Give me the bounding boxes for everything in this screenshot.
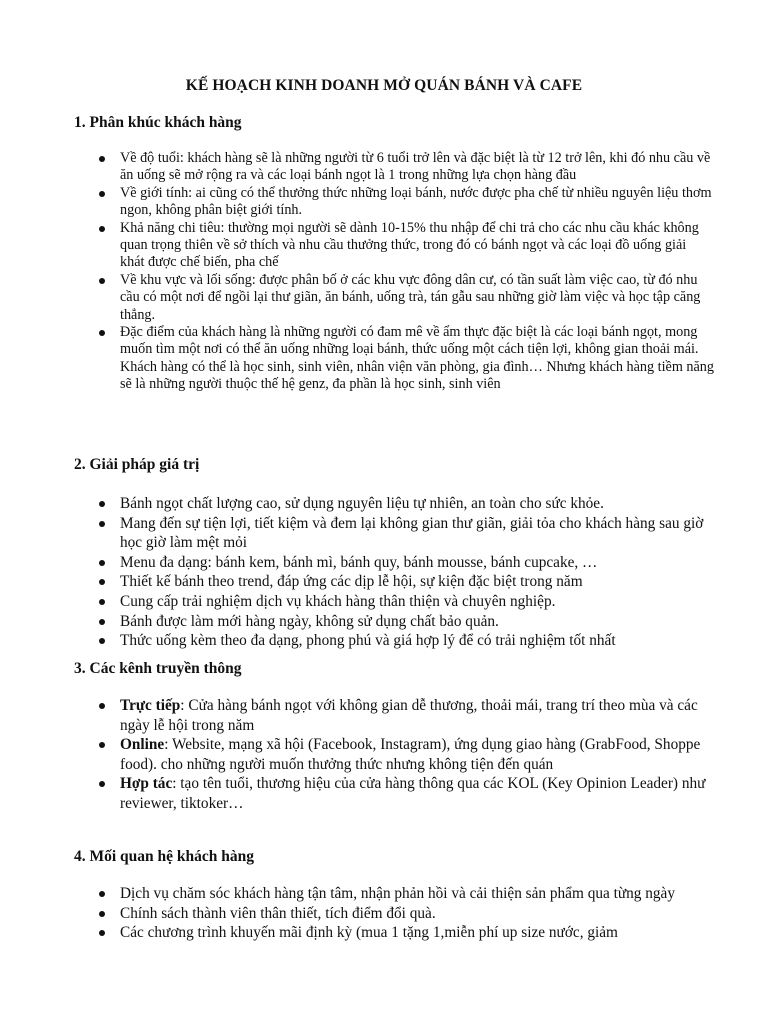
list-item-text: Mang đến sự tiện lợi, tiết kiệm và đem lại không gian thư giãn, giải tỏa cho khách hàng sau giờ học giờ làm mệt mỏi bbox=[120, 514, 704, 552]
bullet-icon bbox=[99, 501, 105, 507]
list-item bbox=[74, 272, 714, 324]
list-item bbox=[74, 494, 714, 514]
list-item bbox=[74, 774, 714, 813]
list-item bbox=[74, 185, 714, 220]
bullet-list bbox=[74, 696, 714, 814]
bullet-icon bbox=[99, 742, 105, 748]
list-item bbox=[74, 904, 714, 924]
list-item-text: Thiết kế bánh theo trend, đáp ứng các dịp lễ hội, sự kiện đặc biệt trong năm bbox=[120, 573, 583, 591]
list-item-text: Các chương trình khuyến mãi định kỳ (mua 1 tặng 1,miễn phí up size nước, giảm bbox=[120, 924, 618, 942]
list-item-text: Khả năng chi tiêu: thường mọi người sẽ dành 10-15% thu nhập để chi trả cho các nhu cầu khác không quan trọng thiên về sở thích và nhu cầu thưởng thức, trong đó có bánh ngọt và các loại đồ uống giải khát được chế biến, pha chế bbox=[120, 219, 699, 271]
bullet-icon bbox=[99, 703, 105, 709]
bullet-icon bbox=[99, 599, 105, 605]
list-item bbox=[74, 884, 714, 904]
list-item-text: Cung cấp trải nghiệm dịch vụ khách hàng thân thiện và chuyên nghiệp. bbox=[120, 592, 556, 610]
list-item-text: : tạo tên tuổi, thương hiệu của cửa hàng thông qua các KOL (Key Opinion Leader) như reviewer, tiktoker… bbox=[120, 775, 706, 812]
bullet-icon bbox=[99, 521, 105, 527]
list-item-text: Về khu vực và lối sống: được phân bố ở các khu vực đông dân cư, có tần suất làm việc cao, từ đó nhu cầu có một nơi để ngồi lại thư giãn, ăn bánh, uống trà, tán gẫu sau những giờ làm việc và học tập căng thẳng. bbox=[120, 271, 701, 323]
list-item bbox=[74, 923, 714, 943]
bullet-icon bbox=[99, 330, 105, 336]
bullet-icon bbox=[99, 891, 105, 897]
section-heading: 2. Giải pháp giá trị bbox=[74, 456, 200, 473]
section-customer-segments bbox=[74, 113, 714, 394]
list-item bbox=[74, 631, 714, 651]
list-item bbox=[74, 696, 714, 735]
document-title: KẾ HOẠCH KINH DOANH MỞ QUÁN BÁNH VÀ CAFE bbox=[185, 77, 583, 94]
section-customer-relationships bbox=[74, 847, 714, 943]
bullet-icon bbox=[99, 930, 105, 936]
list-item-text: Menu đa dạng: bánh kem, bánh mì, bánh quy, bánh mousse, bánh cupcake, … bbox=[120, 553, 598, 571]
list-item-text: : Cửa hàng bánh ngọt với không gian dễ thương, thoải mái, trang trí theo mùa và các ngày lễ hội trong năm bbox=[120, 697, 698, 734]
bullet-icon bbox=[99, 191, 105, 197]
section-heading: 4. Mối quan hệ khách hàng bbox=[74, 848, 255, 865]
list-item-lead: Online bbox=[120, 736, 165, 754]
list-item bbox=[74, 735, 714, 774]
list-item-text: Dịch vụ chăm sóc khách hàng tận tâm, nhận phản hồi và cải thiện sản phẩm qua từng ngày bbox=[120, 885, 675, 902]
list-item-text: Thức uống kèm theo đa dạng, phong phú và giá hợp lý để có trải nghiệm tốt nhất bbox=[120, 632, 616, 650]
list-item bbox=[74, 572, 714, 592]
bullet-icon bbox=[99, 278, 105, 284]
bullet-icon bbox=[99, 560, 105, 566]
bullet-icon bbox=[99, 619, 105, 625]
list-item-lead: Trực tiếp bbox=[120, 697, 181, 714]
bullet-icon bbox=[99, 911, 105, 917]
bullet-list bbox=[74, 494, 714, 651]
list-item-text: Chính sách thành viên thân thiết, tích điểm đổi quà. bbox=[120, 904, 436, 922]
list-item-text: Về giới tính: ai cũng có thể thưởng thức những loại bánh, nước được pha chế từ nhiều nguyên liệu thơm ngon, không phân biệt giới tính. bbox=[120, 184, 712, 219]
section-channels bbox=[74, 659, 714, 814]
list-item bbox=[74, 324, 714, 394]
section-value-proposition bbox=[74, 455, 714, 651]
bullet-icon bbox=[99, 781, 105, 787]
list-item bbox=[74, 514, 714, 553]
list-item-text: Bánh ngọt chất lượng cao, sử dụng nguyên liệu tự nhiên, an toàn cho sức khỏe. bbox=[120, 495, 604, 512]
bullet-list bbox=[74, 884, 714, 943]
list-item-lead: Hợp tác bbox=[120, 775, 173, 793]
list-item-text: Đặc điểm của khách hàng là những người có đam mê về ẩm thực đặc biệt là các loại bánh ngọt, mong muốn tìm một nơi có thể ăn uống những loại bánh, thức uống một cách tiện lợi, không gian thoải mái. Khách hàng có thể là học sinh, sinh viên, nhân viện văn phòng, gia đình… Nhưng khách hàng tiềm năng sẽ là những người thuộc thế hệ genz, đa phần là học sinh, sinh viên bbox=[120, 324, 714, 393]
list-item-text: Bánh được làm mới hàng ngày, không sử dụng chất bảo quản. bbox=[120, 612, 499, 630]
bullet-icon bbox=[99, 579, 105, 585]
list-item bbox=[74, 592, 714, 612]
section-heading: 3. Các kênh truyền thông bbox=[74, 660, 242, 677]
bullet-icon bbox=[99, 638, 105, 644]
list-item bbox=[74, 220, 714, 272]
bullet-list bbox=[74, 150, 714, 394]
list-item-text: : Website, mạng xã hội (Facebook, Instagram), ứng dụng giao hàng (GrabFood, Shoppe food). cho những người muốn thưởng thức nhưng không tiện đến quán bbox=[120, 736, 701, 773]
bullet-icon bbox=[99, 156, 105, 162]
list-item bbox=[74, 612, 714, 632]
bullet-icon bbox=[99, 226, 105, 232]
list-item bbox=[74, 553, 714, 573]
list-item bbox=[74, 150, 714, 185]
list-item-text: Về độ tuổi: khách hàng sẽ là những người từ 6 tuổi trở lên và đặc biệt là từ 12 trở lên, khi đó nhu cầu về ăn uống sẽ mở rộng ra và các loại bánh ngọt là 1 trong những lựa chọn hàng đầu bbox=[120, 150, 711, 184]
section-heading: 1. Phân khúc khách hàng bbox=[74, 114, 242, 131]
